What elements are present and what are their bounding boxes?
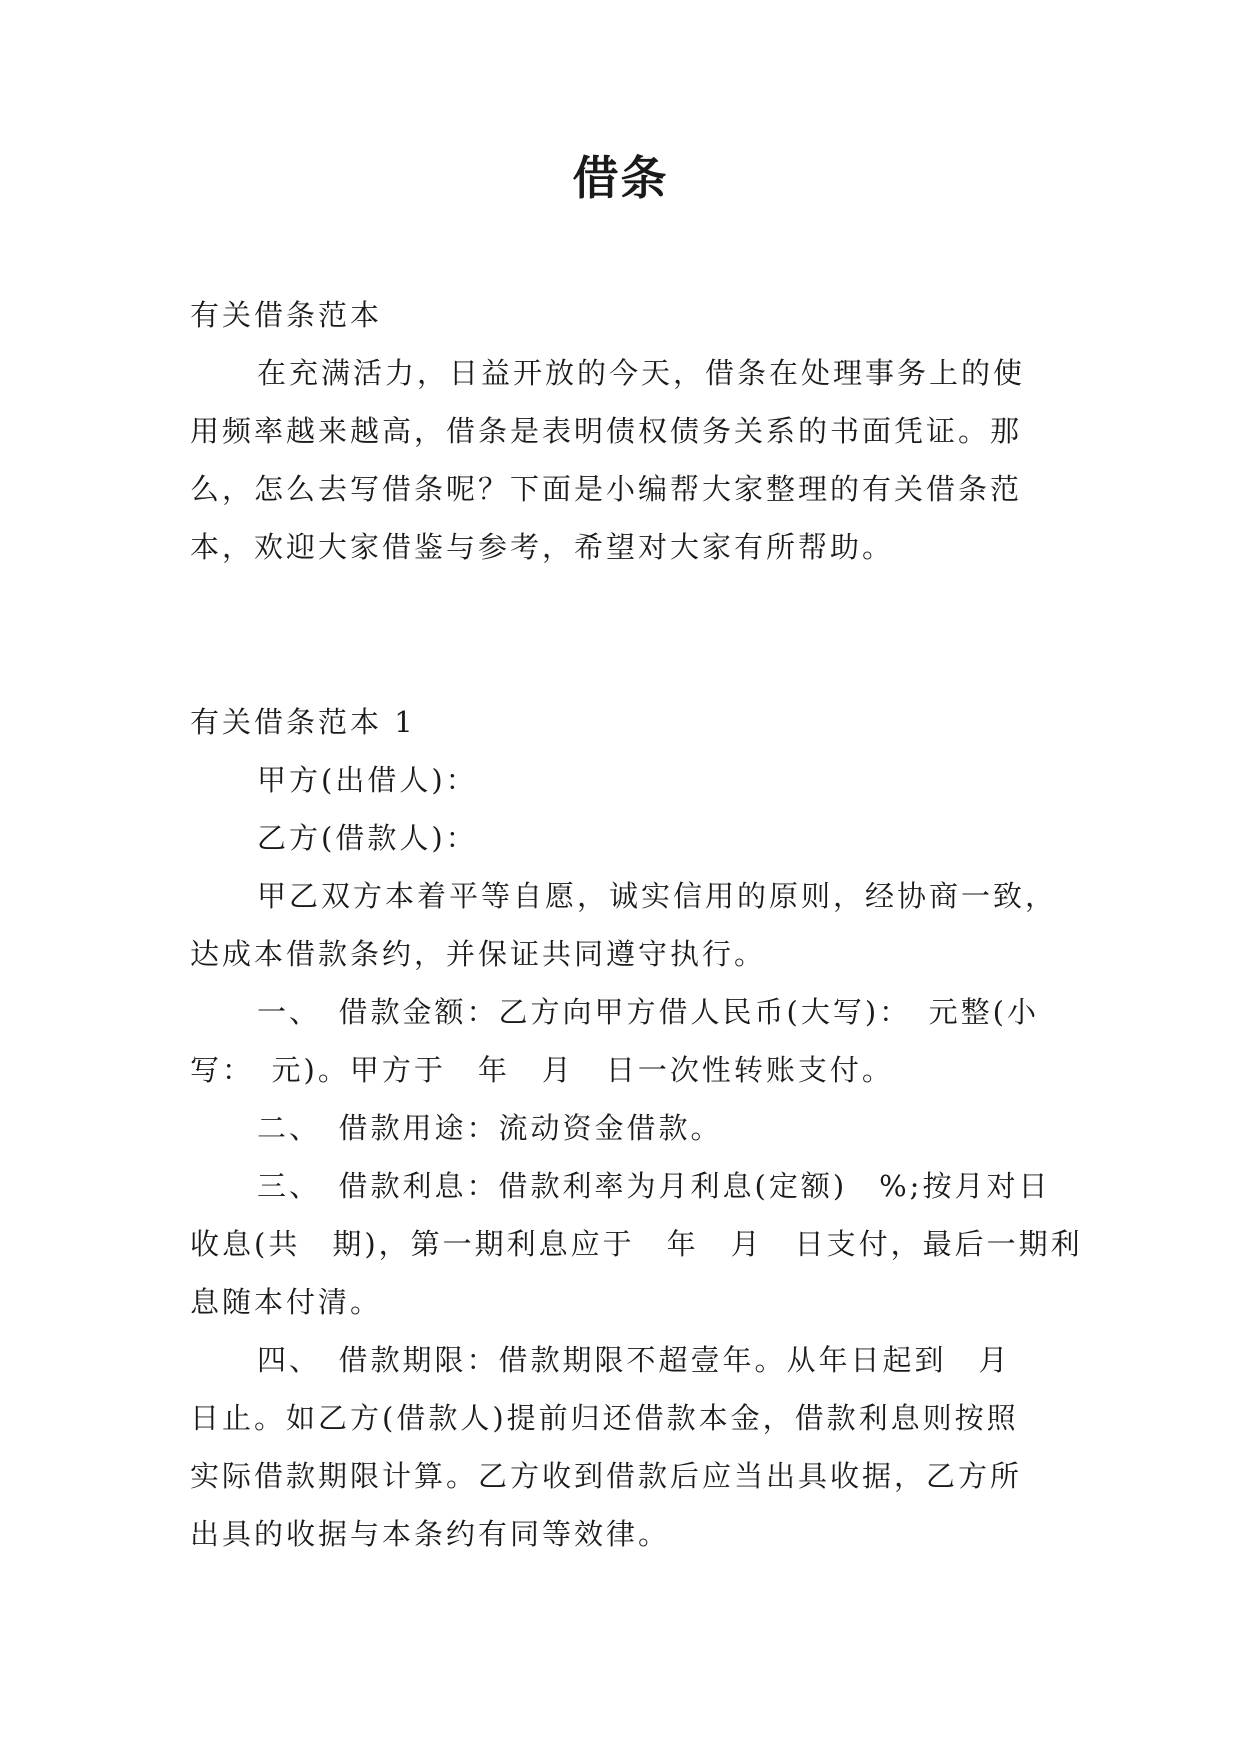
- intro-paragraph-line: 在充满活力，日益开放的今天，借条在处理事务上的使: [257, 356, 1026, 390]
- sample-1-heading: 有关借条范本 1: [190, 705, 416, 739]
- preamble-line: 达成本借款条约，并保证共同遵守执行。: [190, 937, 767, 971]
- intro-heading: 有关借条范本: [190, 298, 383, 332]
- intro-paragraph-line: 用频率越来越高，借条是表明债权债务关系的书面凭证。那: [190, 414, 1023, 448]
- clause-1-line: 写： 元)。甲方于 年 月 日一次性转账支付。: [190, 1053, 894, 1087]
- clause-3-line: 三、 借款利息：借款利率为月利息(定额) %;按月对日: [257, 1169, 1051, 1203]
- lender-line: 甲方(出借人)：: [257, 763, 478, 797]
- intro-paragraph-line: 本，欢迎大家借鉴与参考，希望对大家有所帮助。: [190, 530, 895, 564]
- clause-4-line: 出具的收据与本条约有同等效律。: [190, 1517, 671, 1551]
- intro-section: [190, 286, 1060, 576]
- clause-4-line: 日止。如乙方(借款人)提前归还借款本金，借款利息则按照: [190, 1401, 1019, 1435]
- sample-1-section: [190, 693, 1083, 1563]
- clause-3-line: 收息(共 期)，第一期利息应于 年 月 日支付，最后一期利: [190, 1227, 1083, 1261]
- clause-4-line: 四、 借款期限：借款期限不超壹年。从年日起到 月: [257, 1343, 1011, 1377]
- clause-3-line: 息随本付清。: [190, 1285, 383, 1319]
- document-title: 借条: [572, 151, 669, 205]
- preamble-line: 甲乙双方本着平等自愿，诚实信用的原则，经协商一致，: [257, 879, 1058, 913]
- intro-paragraph-line: 么，怎么去写借条呢？下面是小编帮大家整理的有关借条范: [190, 472, 1023, 506]
- borrower-line: 乙方(借款人)：: [257, 821, 478, 855]
- clause-2-line: 二、 借款用途：流动资金借款。: [257, 1111, 723, 1145]
- clause-1-line: 一、 借款金额：乙方向甲方借人民币(大写)： 元整(小: [257, 995, 1039, 1029]
- clause-4-line: 实际借款期限计算。乙方收到借款后应当出具收据，乙方所: [190, 1459, 1023, 1493]
